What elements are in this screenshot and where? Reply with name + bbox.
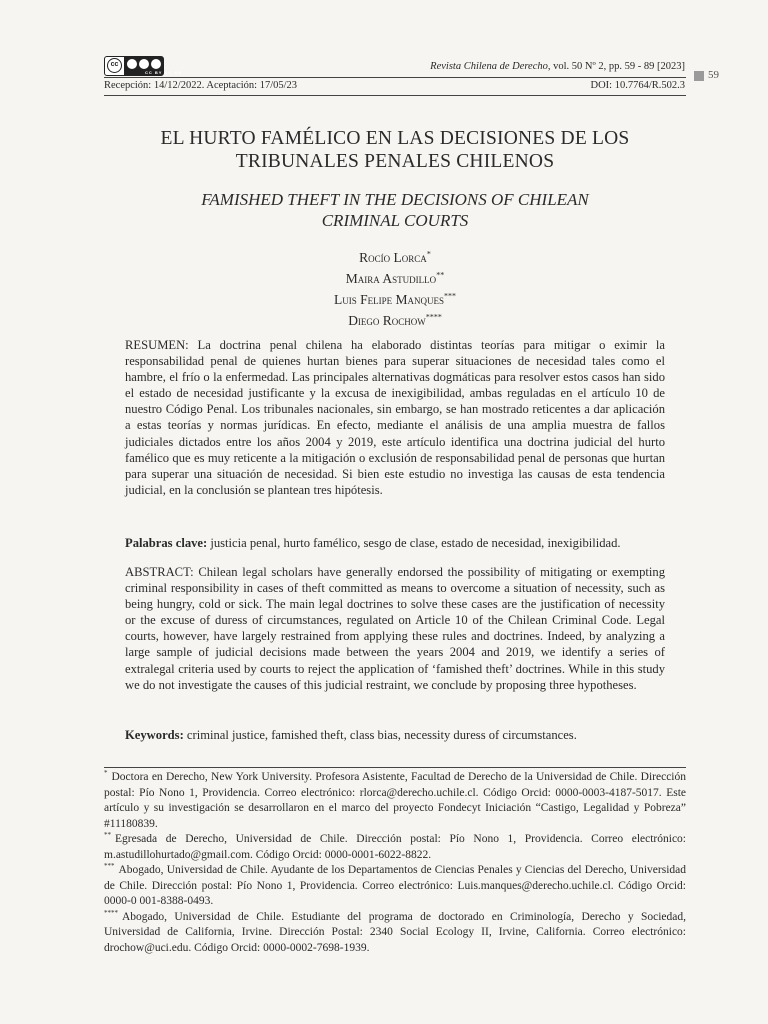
keywords-label: Keywords: [125, 728, 184, 742]
footnote-rule [104, 767, 686, 768]
header-rule-bottom [104, 95, 686, 96]
title-line-1: EL HURTO FAMÉLICO EN LAS DECISIONES DE LOS [160, 128, 630, 149]
author-name: Maira Astudillo** [345, 270, 445, 286]
author-name: Rocío Lorca* [359, 249, 431, 265]
subtitle-line-1: FAMISHED THEFT IN THE DECISIONS OF CHILEAN [201, 190, 589, 209]
author-name: Diego Rochow**** [348, 312, 442, 328]
palabras-clave-text: justicia penal, hurto famélico, sesgo de clase, estado de necesidad, inexigibilidad. [210, 536, 621, 550]
article-title [104, 127, 686, 173]
footnote: ** Egresada de Derecho, Universidad de Chile. Dirección postal: Pío Nono 1, Providencia. Correo electrónico: m.astudillohurtado@gmail.com. Código Orcid: 0000-0001-6022-8822. [104, 831, 686, 861]
received-accepted-dates: Recepción: 14/12/2022. Aceptación: 17/05/23 [104, 80, 298, 91]
article-subtitle [104, 189, 686, 231]
creative-commons-license-icon[interactable]: cc CC BY NC ND [104, 56, 164, 76]
footnote: **** Abogado, Universidad de Chile. Estudiante del programa de doctorado en Criminología, Derecho y Sociedad, Universidad de California, Irvine. Dirección Postal: 2340 Social Ecology II, Irvine, California. Correo electrónico: drochow@uci.edu. Código Orcid: 0000-0002-7698-1939. [104, 908, 686, 954]
footnote: * Doctora en Derecho, New York University. Profesora Asistente, Facultad de Derecho de la Universidad de Chile. Dirección postal: Pío Nono 1, Providencia. Correo electrónico: rlorca@derecho.uchile.cl. Código Orcid: 0000-0003-4187-5017. Este artículo y su investigación se desarrollaron en el marco del proyecto Fondecyt Iniciación “Castigo, Legalidad y Pobreza” #11180839. [104, 769, 686, 830]
palabras-clave [125, 535, 665, 551]
subtitle-line-2: CRIMINAL COURTS [321, 211, 469, 230]
keywords-text: criminal justice, famished theft, class bias, necessity duress of circumstances. [186, 728, 577, 742]
license-badge-text: CC BY NC ND [145, 70, 183, 75]
page-number: 59 [708, 69, 719, 81]
author-list [104, 247, 686, 331]
abstract-paragraph: ABSTRACT: Chilean legal scholars have generally endorsed the possibility of mitigating or exempting criminal responsibility in cases of theft committed as means to overcome a situation of necessity, such as being hungry, cold or sick. The main legal doctrines to solve these cases are the justification of necessity or the excuse of duress of circumstances, regulated on Article 10 of the Chilean Criminal Code. Legal courts, however, have largely restrained from applying these rules and doctrines. Indeed, by analyzing a large sample of judicial decisions made between the years 2004 and 2019, we identify a series of extralegal criteria used by courts to reject the application of ‘famished theft’ doctrines. While in this study we do not investigate the causes of this judicial restraint, we conclude by proposing three hypotheses. [125, 565, 665, 692]
author-name: Luis Felipe Manques*** [333, 291, 456, 307]
journal-citation [430, 61, 685, 72]
journal-volume-pages: , vol. 50 Nº 2, pp. 59 - 89 [2023] [547, 61, 685, 72]
footnotes [104, 770, 686, 956]
resumen-paragraph: RESUMEN: La doctrina penal chilena ha elaborado distintas teorías para mitigar o eximir la responsabilidad penal de quienes hurtan bienes para superar situaciones de necesidad tales como el hambre, el frío o la enfermedad. Las principales alternativas dogmáticas para resolver estos casos han sido el estado de necesidad justificante y la excusa de inexigibilidad, ambas reguladas en el artículo 10 de nuestro Código Penal. Los tribunales nacionales, sin embargo, se han mostrado reticentes a dar aplicación a estas teorías y normas jurídicas. En efecto, mediante el análisis de una amplia muestra de fallos judiciales dictados entre los años 2004 y 2019, este artículo identifica una doctrina judicial del hurto famélico que es muy reticente a la mitigación o exclusión de responsabilidad penal de personas que hurtan para superar una situación de necesidad. Si bien este estudio no investiga las causas de esta tendencia judicial, en la conclusión se plantean tres hipótesis. [125, 338, 665, 497]
doi[interactable]: DOI: 10.7764/R.502.3 [590, 80, 685, 91]
header-rule [104, 77, 686, 78]
journal-name: Revista Chilena de Derecho [430, 61, 548, 72]
page-marker-square [694, 71, 704, 81]
keywords [125, 727, 665, 743]
palabras-clave-label: Palabras clave: [125, 536, 208, 550]
title-line-2: TRIBUNALES PENALES CHILENOS [235, 151, 555, 172]
footnote: *** Abogado, Universidad de Chile. Ayudante de los Departamentos de Ciencias Penales y Ciencias del Derecho, Universidad de Chile. Dirección postal: Pío Nono 1, Providencia. Correo electrónico: Luis.manques@derecho.uchile.cl. Código Orcid: 0000-0 001-8388-0493. [104, 862, 686, 907]
